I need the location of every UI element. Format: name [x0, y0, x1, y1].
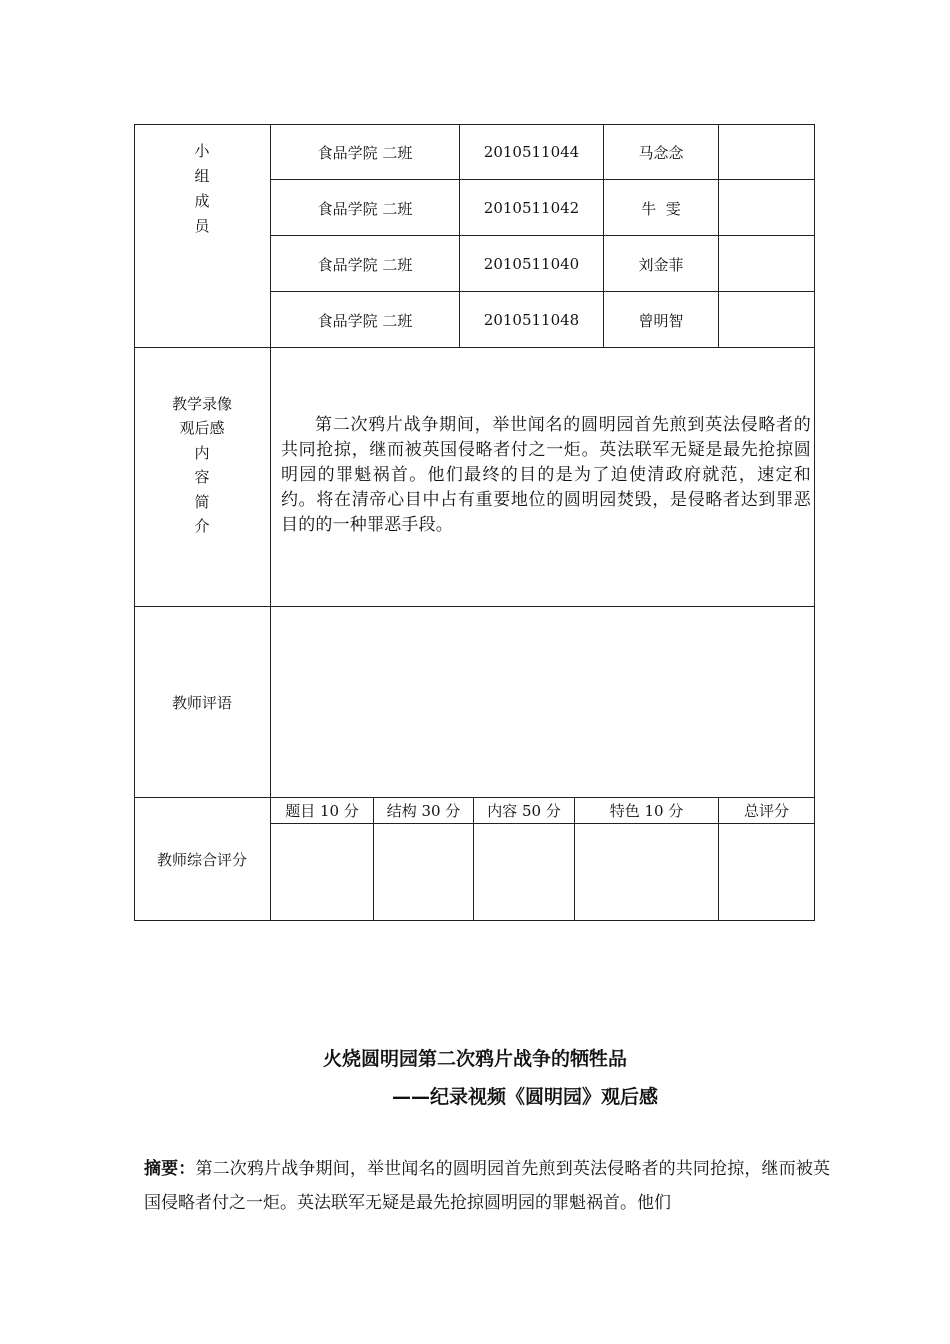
score-feature-field[interactable]	[575, 824, 718, 920]
member-college: 食品学院 二班	[317, 255, 413, 274]
teacher-comment-field[interactable]	[271, 607, 814, 797]
members-label-char: 员	[194, 217, 210, 235]
score-topic-field[interactable]	[271, 824, 373, 920]
members-label-char: 成	[194, 192, 210, 210]
members-label-char: 组	[194, 167, 210, 185]
member-extra	[719, 124, 814, 180]
member-name: 牛 雯	[641, 199, 681, 218]
summary-label-line: 容	[194, 468, 210, 486]
score-structure-field[interactable]	[374, 824, 473, 920]
summary-label-line: 教学录像	[171, 394, 232, 413]
article-title: 火烧圆明园第二次鸦片战争的牺牲品	[322, 1048, 627, 1070]
score-label: 教师综合评分	[156, 850, 247, 869]
summary-label-line: 内	[194, 443, 210, 462]
member-college: 食品学院 二班	[317, 199, 413, 218]
member-college: 食品学院 二班	[317, 143, 413, 162]
members-label	[134, 134, 270, 244]
member-name: 刘金菲	[638, 255, 684, 274]
member-id: 2010511048	[483, 311, 580, 329]
article-subtitle: ——纪录视频《圆明园》观后感	[392, 1086, 659, 1108]
members-label-char: 小	[194, 142, 210, 160]
summary-label-line: 观后感	[179, 419, 225, 437]
score-header-topic: 题目 10 分	[285, 802, 359, 820]
score-header-content: 内容 50 分	[487, 802, 561, 820]
member-college: 食品学院 二班	[317, 311, 413, 330]
score-header-total: 总评分	[743, 802, 789, 820]
member-id: 2010511044	[483, 143, 580, 161]
member-name: 马念念	[638, 143, 684, 162]
abstract-paragraph	[144, 1152, 830, 1220]
summary-label-line: 简	[194, 492, 210, 511]
summary-paragraph: 第二次鸦片战争期间，举世闻名的圆明园首先煎到英法侵略者的共同抢掠，继而被英国侵略者付之一炬。英法联军无疑是最先抢掠圆明园的罪魁祸首。他们最终的目的是为了迫使清政府就范，速定和约。将在清帝心目中占有重要地位的圆明园焚毁，是侵略者达到罪恶目的的一种罪恶手段。	[281, 415, 811, 535]
summary-label	[134, 390, 270, 540]
member-extra	[719, 180, 814, 236]
score-total-field[interactable]	[719, 824, 814, 920]
abstract-label: 摘要：	[144, 1159, 196, 1179]
table-border-bottom	[134, 920, 815, 921]
abstract-text: 第二次鸦片战争期间，举世闻名的圆明园首先煎到英法侵略者的共同抢掠，继而被英国侵略者付之一炬。英法联军无疑是最先抢掠圆明园的罪魁祸首。他们	[144, 1159, 831, 1213]
table-border-right	[814, 124, 815, 921]
summary-label-line: 介	[194, 517, 210, 535]
score-header-feature: 特色 10 分	[609, 802, 684, 820]
teacher-comment-label: 教师评语	[171, 693, 232, 712]
member-name: 曾明智	[638, 311, 684, 330]
member-id: 2010511040	[483, 255, 580, 273]
member-extra	[719, 236, 814, 292]
member-extra	[719, 292, 814, 348]
member-id: 2010511042	[483, 199, 580, 217]
score-header-structure: 结构 30 分	[386, 802, 461, 820]
score-content-field[interactable]	[474, 824, 574, 920]
